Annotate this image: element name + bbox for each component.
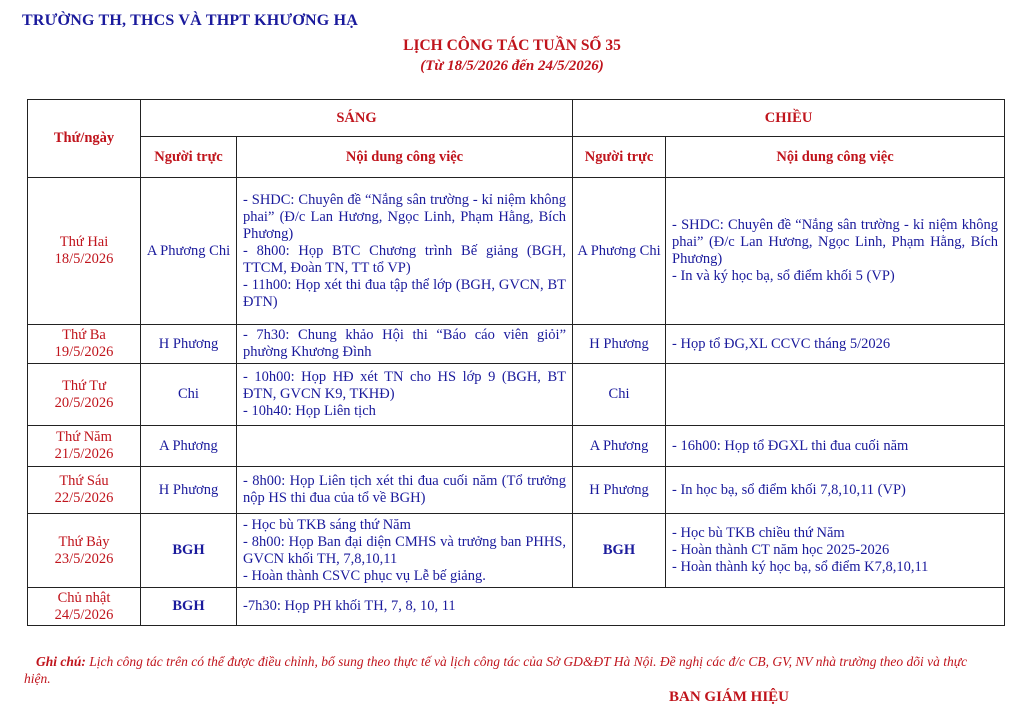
am-content-cell xyxy=(237,325,573,364)
day-date: 19/5/2026 xyxy=(54,344,114,360)
day-cell xyxy=(28,588,141,626)
day-name: Chủ nhật xyxy=(57,589,111,606)
day-name: Thứ Bảy xyxy=(58,533,110,550)
am-content-cell xyxy=(237,588,1005,626)
am-content-cell xyxy=(237,514,573,588)
task-item: - Hoàn thành CT năm học 2025-2026 xyxy=(672,542,890,558)
task-item: - SHDC: Chuyên đề “Nắng sân trường - kỉ niệm không phai” (Đ/c Lan Hương, Ngọc Linh, Phạm Hằng, Bích Phương) xyxy=(243,191,567,242)
day-cell xyxy=(28,325,141,364)
header-morning: SÁNG xyxy=(141,100,573,137)
task-item: - 10h40: Họp Liên tịch xyxy=(243,403,376,419)
schedule-row xyxy=(28,325,1005,364)
am-content-cell xyxy=(237,426,573,467)
am-content-cell xyxy=(237,467,573,514)
task-item: - Họp tổ ĐG,XL CCVC tháng 5/2026 xyxy=(672,335,891,352)
am-duty-cell: A Phương Chi xyxy=(141,178,237,325)
task-item: - Học bù TKB chiều thứ Năm xyxy=(672,525,845,541)
footnote-label: Ghi chú: xyxy=(36,654,86,669)
footnote xyxy=(24,653,992,687)
pm-content-cell xyxy=(666,325,1005,364)
pm-duty-cell: Chi xyxy=(573,364,666,426)
day-name: Thứ Hai xyxy=(59,234,109,250)
day-name: Thứ Sáu xyxy=(59,473,109,489)
pm-content-cell xyxy=(666,514,1005,588)
day-date: 24/5/2026 xyxy=(54,606,114,623)
task-item: - In học bạ, sổ điểm khối 7,8,10,11 (VP) xyxy=(672,481,906,498)
task-item: - Hoàn thành CSVC phục vụ Lễ bế giảng. xyxy=(243,567,486,584)
day-name: Thứ Ba xyxy=(62,327,106,343)
task-item: - In và ký học bạ, sổ điểm khối 5 (VP) xyxy=(672,268,895,284)
task-item: - 8h00: Họp Ban đại diện CMHS và trưởng ban PHHS, GVCN khối TH, 7,8,10,11 xyxy=(243,533,567,567)
day-date: 23/5/2026 xyxy=(54,550,114,567)
day-date: 20/5/2026 xyxy=(54,394,114,411)
pm-content-cell xyxy=(666,467,1005,514)
task-item: - SHDC: Chuyên đề “Nắng sân trường - kỉ niệm không phai” (Đ/c Lan Hương, Ngọc Linh, Phạm Hằng, Bích Phương) xyxy=(672,217,999,267)
pm-content-cell xyxy=(666,178,1005,325)
pm-duty-cell: H Phương xyxy=(573,325,666,364)
weekly-schedule-table xyxy=(27,99,1005,626)
day-cell xyxy=(28,467,141,514)
task-item: - Học bù TKB sáng thứ Năm xyxy=(243,516,411,533)
day-name: Thứ Năm xyxy=(56,429,112,445)
pm-duty-cell: A Phương Chi xyxy=(573,178,666,325)
pm-duty-cell: H Phương xyxy=(573,467,666,514)
footnote-text: Lịch công tác trên có thể được điều chỉnh, bổ sung theo thực tế và lịch công tác của Sở GD&ĐT Hà Nội. Đề nghị các đ/c CB, GV, NV nhà trường theo dõi và thực hiện. xyxy=(24,654,968,686)
header-am-duty: Người trực xyxy=(141,137,237,178)
day-cell xyxy=(28,514,141,588)
task-item: - Hoàn thành ký học bạ, sổ điểm K7,8,10,11 xyxy=(672,559,929,575)
am-duty-cell: BGH xyxy=(141,514,237,588)
day-date: 21/5/2026 xyxy=(54,446,114,462)
day-date: 22/5/2026 xyxy=(54,490,114,506)
am-duty-cell: H Phương xyxy=(141,467,237,514)
am-duty-cell: Chi xyxy=(141,364,237,426)
schedule-row xyxy=(28,364,1005,426)
am-content-cell xyxy=(237,178,573,325)
schedule-row xyxy=(28,588,1005,626)
schedule-row xyxy=(28,426,1005,467)
signature-board: BAN GIÁM HIỆU xyxy=(669,689,790,705)
schedule-row xyxy=(28,467,1005,514)
am-duty-cell: BGH xyxy=(141,588,237,626)
day-cell xyxy=(28,364,141,426)
am-content-cell xyxy=(237,364,573,426)
header-afternoon: CHIỀU xyxy=(573,100,1005,137)
day-cell xyxy=(28,426,141,467)
header-pm-content: Nội dung công việc xyxy=(666,137,1005,178)
day-name: Thứ Tư xyxy=(61,377,107,394)
pm-duty-cell: BGH xyxy=(573,514,666,588)
header-am-content: Nội dung công việc xyxy=(237,137,573,178)
task-item: - 16h00: Họp tổ ĐGXL thi đua cuối năm xyxy=(672,437,909,454)
schedule-title: LỊCH CÔNG TÁC TUẦN SỐ 35 xyxy=(403,37,621,54)
schedule-row xyxy=(28,514,1005,588)
pm-duty-cell: A Phương xyxy=(573,426,666,467)
pm-content-cell xyxy=(666,364,1005,426)
task-item: - 8h00: Họp Liên tịch xét thi đua cuối năm (Tổ trưởng nộp HS thi đua của tổ về BGH) xyxy=(243,473,567,506)
schedule-row xyxy=(28,178,1005,325)
header-day: Thứ/ngày xyxy=(28,100,141,178)
pm-content-cell xyxy=(666,426,1005,467)
header-row-top xyxy=(28,100,1005,137)
day-date: 18/5/2026 xyxy=(54,251,114,267)
header-row-sub xyxy=(28,137,1005,178)
day-cell xyxy=(28,178,141,325)
task-item: - 11h00: Họp xét thi đua tập thể lớp (BGH, GVCN, BT ĐTN) xyxy=(243,276,567,310)
am-duty-cell: A Phương xyxy=(141,426,237,467)
schedule-date-range: (Từ 18/5/2026 đến 24/5/2026) xyxy=(420,58,604,74)
task-item: -7h30: Họp PH khối TH, 7, 8, 10, 11 xyxy=(243,598,456,614)
header-pm-duty: Người trực xyxy=(573,137,666,178)
task-item: - 7h30: Chung khảo Hội thi “Báo cáo viên giỏi” phường Khương Đình xyxy=(243,327,567,360)
school-name: TRƯỜNG TH, THCS VÀ THPT KHƯƠNG HẠ xyxy=(22,12,358,29)
task-item: - 8h00: Họp BTC Chương trình Bế giảng (BGH, TTCM, Đoàn TN, TT tổ VP) xyxy=(243,242,567,276)
am-duty-cell: H Phương xyxy=(141,325,237,364)
task-item: - 10h00: Họp HĐ xét TN cho HS lớp 9 (BGH, BT ĐTN, GVCN K9, TKHĐ) xyxy=(243,369,567,402)
